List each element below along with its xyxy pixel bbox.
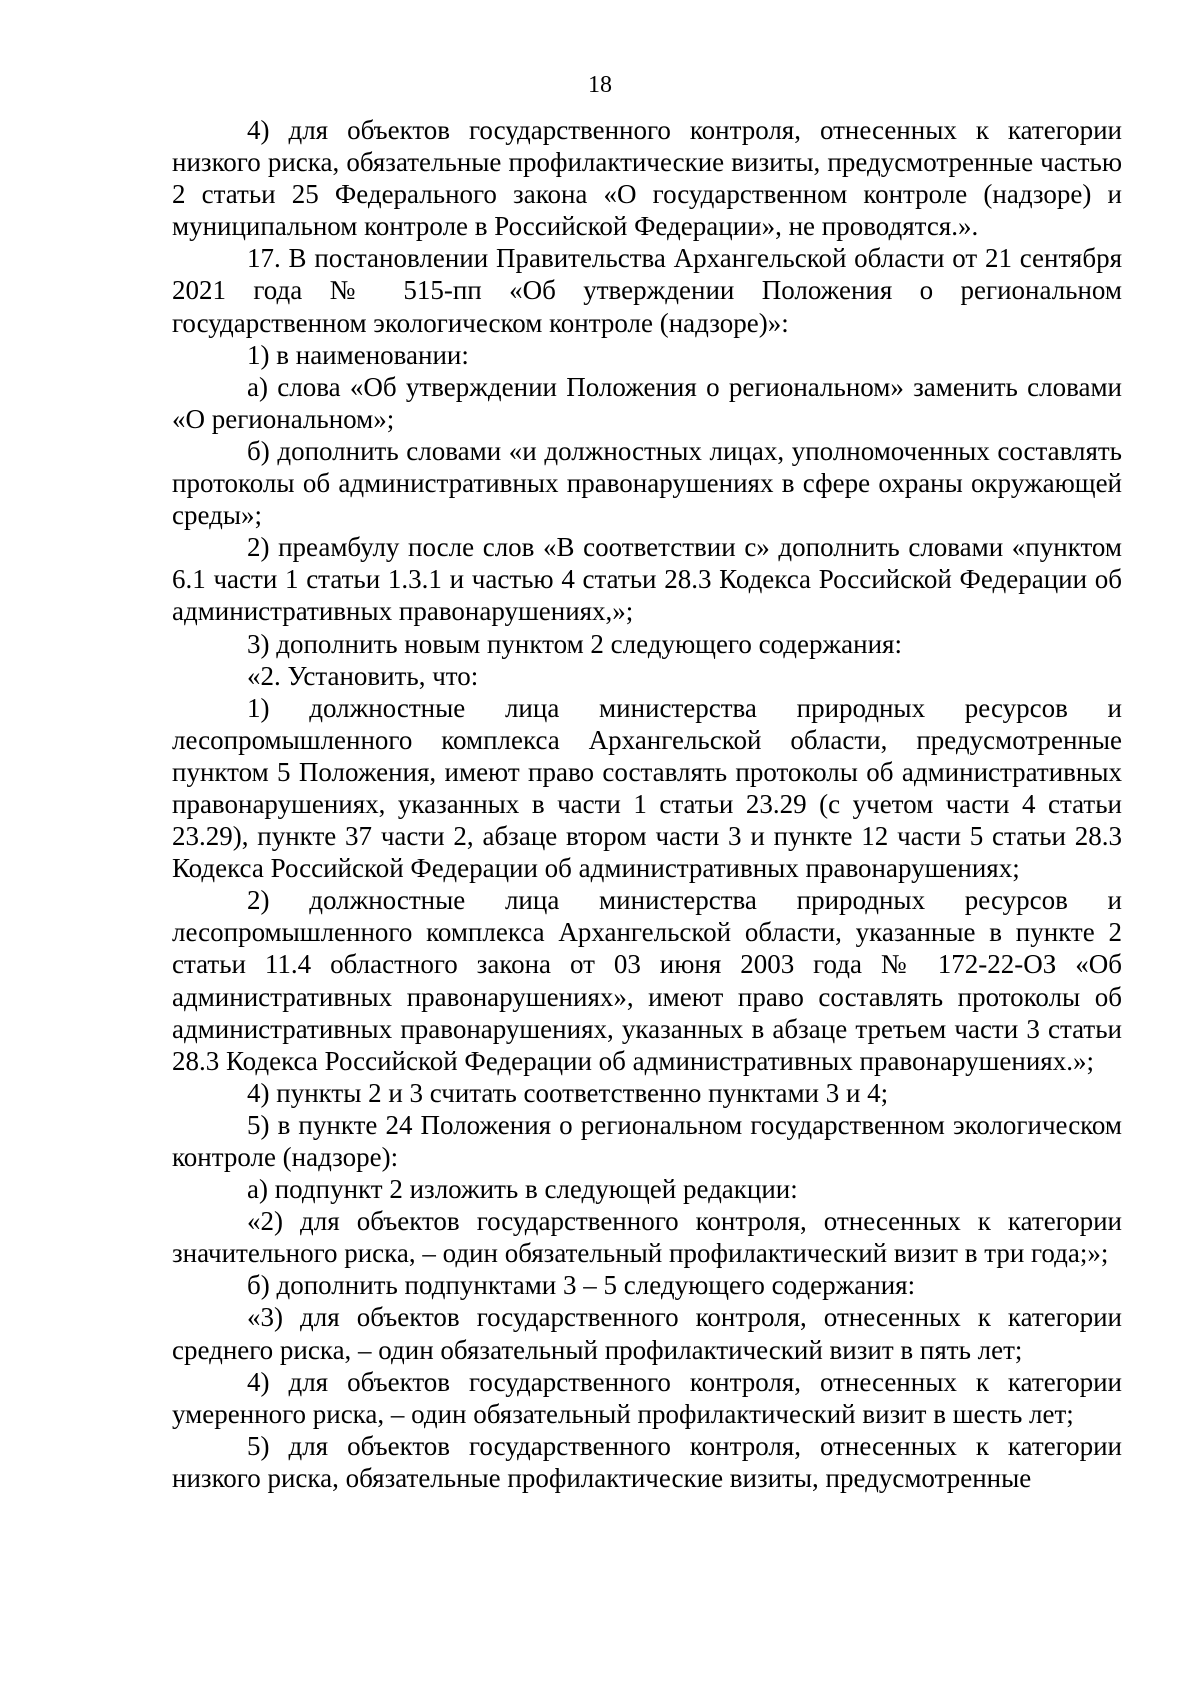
paragraph: б) дополнить подпунктами 3 – 5 следующего содержания: [247, 1270, 916, 1301]
paragraph: 17. В постановлении Правительства Архангельской области от 21 сентября 2021 года № 515-пп «Об утверждении Положения о региональном государственном экологическом контроле (надзоре)»: [172, 243, 1122, 338]
paragraph: 1) должностные лица министерства природных ресурсов и лесопромышленного комплекса Архангельской области, предусмотренные пунктом 5 Положения, имеют право составлять протоколы об административных правонарушениях, указанных в части 1 статьи 23.29 (с учетом части 4 статьи 23.29), пункте 37 части 2, абзаце втором части 3 и пункте 12 части 5 статьи 28.3 Кодекса Российской Федерации об административных правонарушениях; [172, 692, 1122, 884]
paragraph: 1) в наименовании: [247, 339, 469, 370]
paragraph: 4) для объектов государственного контроля, отнесенных к категории умеренного риска, – один обязательный профилактический визит в шесть лет; [172, 1366, 1122, 1429]
paragraph: 5) для объектов государственного контроля, отнесенных к категории низкого риска, обязательные профилактические визиты, предусмотренные [172, 1430, 1122, 1493]
page-number: 18 [588, 72, 612, 98]
paragraph: «2. Установить, что: [247, 660, 479, 691]
paragraph: а) слова «Об утверждении Положения о региональном» заменить словами «О региональном»; [172, 371, 1122, 434]
paragraph: а) подпункт 2 изложить в следующей редакции: [247, 1174, 798, 1205]
document-body [172, 114, 1122, 1494]
paragraph: 2) должностные лица министерства природных ресурсов и лесопромышленного комплекса Архангельской области, указанные в пункте 2 статьи 11.4 областного закона от 03 июня 2003 года № 172-22-ОЗ «Об административных правонарушениях», имеют право составлять протоколы об административных правонарушениях, указанных в абзаце третьем части 3 статьи 28.3 Кодекса Российской Федерации об административных правонарушениях.»; [172, 885, 1122, 1076]
paragraph: 3) дополнить новым пунктом 2 следующего содержания: [247, 628, 902, 659]
paragraph: 4) для объектов государственного контроля, отнесенных к категории низкого риска, обязательные профилактические визиты, предусмотренные частью 2 статьи 25 Федерального закона «О государственном контроле (надзоре) и муниципальном контроле в Российской Федерации», не проводятся.». [172, 115, 1122, 242]
paragraph: б) дополнить словами «и должностных лицах, уполномоченных составлять протоколы об административных правонарушениях в сфере охраны окружающей среды»; [172, 435, 1122, 531]
paragraph: «2) для объектов государственного контроля, отнесенных к категории значительного риска, – один обязательный профилактический визит в три года;»; [172, 1206, 1122, 1269]
paragraph: 4) пункты 2 и 3 считать соответственно пунктами 3 и 4; [247, 1077, 889, 1108]
paragraph: «3) для объектов государственного контроля, отнесенных к категории среднего риска, – один обязательный профилактический визит в пять лет; [172, 1302, 1122, 1365]
paragraph: 2) преамбулу после слов «В соответствии с» дополнить словами «пунктом 6.1 части 1 статьи 1.3.1 и частью 4 статьи 28.3 Кодекса Российской Федерации об административных правонарушениях,»; [172, 532, 1122, 627]
paragraph: 5) в пункте 24 Положения о региональном государственном экологическом контроле (надзоре): [172, 1109, 1122, 1172]
